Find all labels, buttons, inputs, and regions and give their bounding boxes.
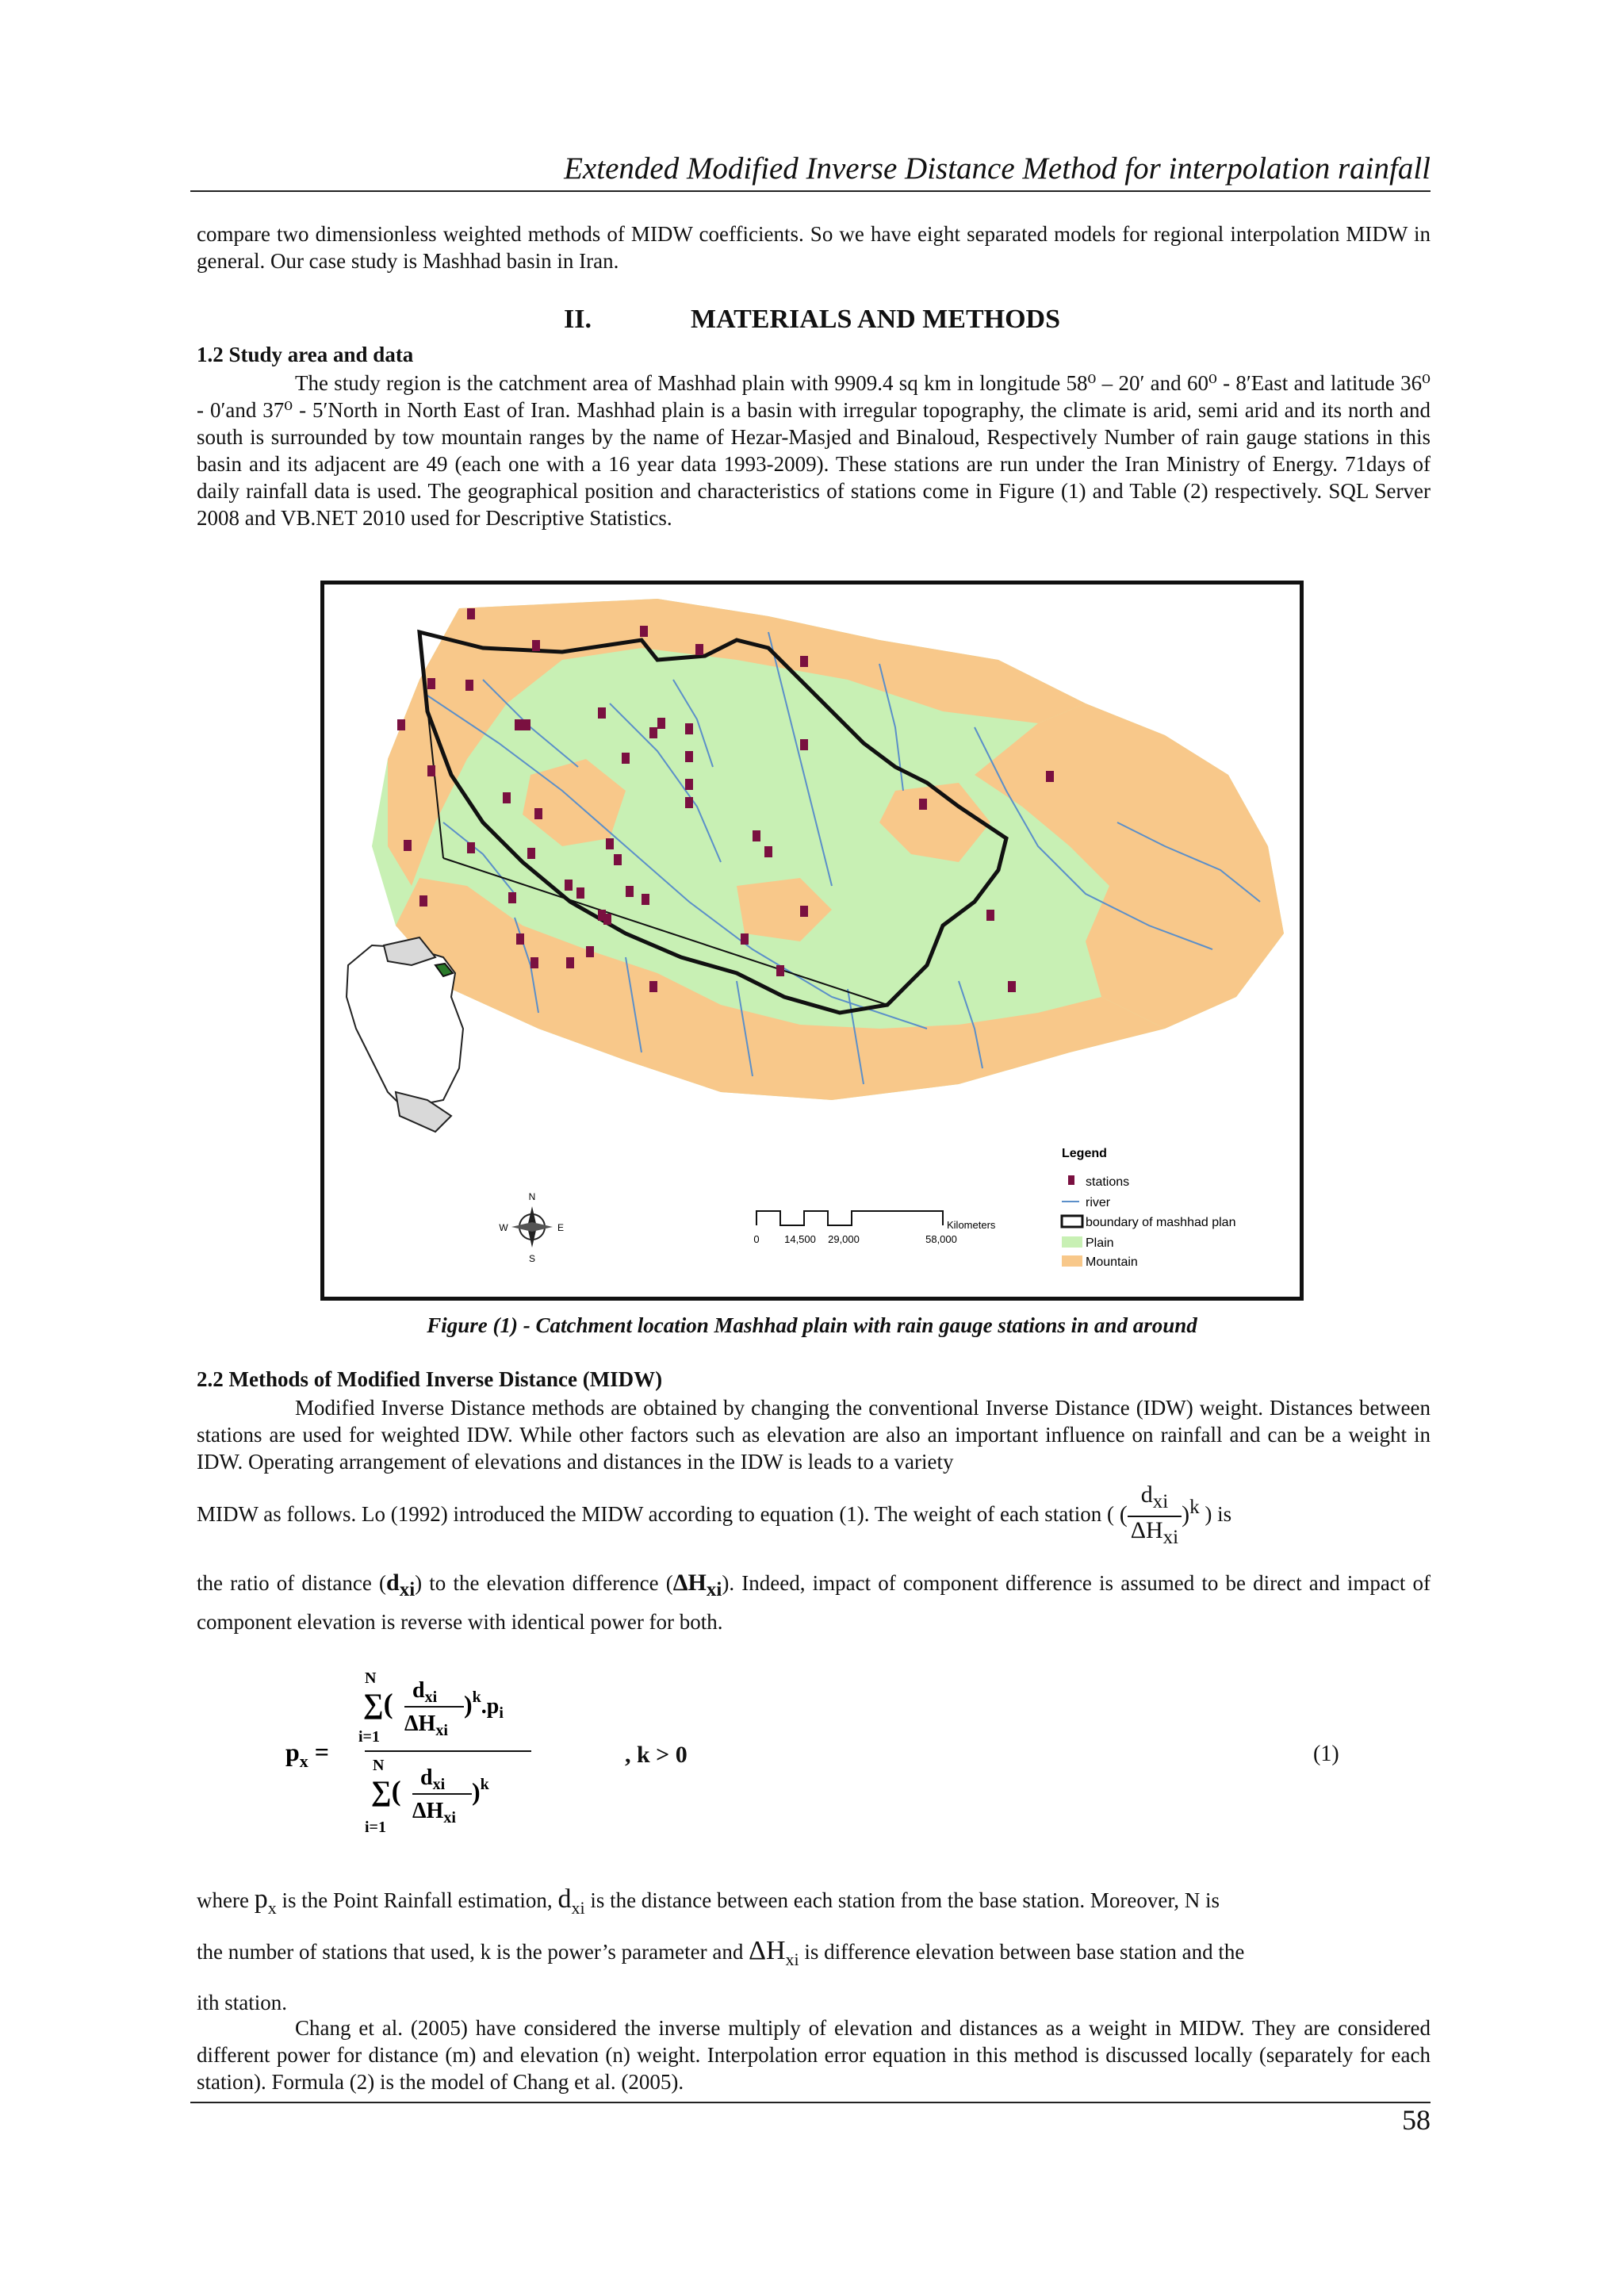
- methods-paragraph-2-text-b: ) is: [1205, 1502, 1232, 1527]
- svg-text:∑(: ∑(: [363, 1688, 393, 1719]
- station-marker: [640, 626, 648, 637]
- station-marker: [467, 842, 475, 853]
- equation-number: (1): [1313, 1742, 1339, 1766]
- footer-rule: [190, 2102, 1431, 2103]
- compass-north: N: [528, 1191, 536, 1202]
- header-rule: [190, 190, 1431, 192]
- station-marker: [622, 753, 630, 764]
- legend-title: Legend: [1062, 1147, 1107, 1160]
- legend-mountain-swatch: [1062, 1255, 1082, 1267]
- station-marker: [527, 848, 535, 859]
- legend-station-swatch: [1068, 1175, 1074, 1185]
- station-marker: [764, 846, 772, 857]
- subsection-heading-study-area: 1.2 Study area and data: [197, 343, 414, 366]
- station-marker: [516, 933, 524, 945]
- svg-text:dxi: $d_{xi}$: [420, 1765, 446, 1793]
- station-marker: [503, 792, 511, 803]
- station-marker: [532, 640, 540, 651]
- station-marker: [598, 707, 606, 719]
- methods-paragraph-3-text-a: the ratio of distance (: [197, 1571, 387, 1595]
- station-marker: [465, 680, 473, 691]
- weight-fraction: ( $\frac{d_{xi}}{\Delta H_{xi}}$ )$^k$: [1119, 1481, 1200, 1548]
- station-marker: [986, 910, 994, 921]
- where-text-1: where: [197, 1888, 249, 1912]
- station-marker: [776, 965, 784, 976]
- chang-paragraph: Chang et al. (2005) have considered the inverse multiply of elevation and distances as a weight in MIDW. They are considered different power for distance (m) and elevation (n) weight. Interpolation error equation in this method is discussed locally (separately for each station). Formula (2) is the model of Chang et al. (2005).: [197, 2016, 1431, 2094]
- scale-label: 14,500: [784, 1233, 816, 1245]
- section-number: II.: [564, 305, 592, 334]
- legend-item-stations: stations: [1086, 1175, 1130, 1189]
- station-marker: [397, 719, 405, 730]
- where-text-6: ith station.: [197, 1990, 287, 2014]
- scale-bar: [753, 1211, 996, 1245]
- station-marker: [565, 880, 573, 891]
- svg-text:N: N: [373, 1757, 385, 1774]
- legend-boundary-swatch: [1062, 1216, 1082, 1227]
- station-marker: [576, 887, 584, 899]
- station-marker: [695, 644, 703, 655]
- scale-label: 0: [753, 1233, 760, 1245]
- svg-text:i=1: i=1: [365, 1819, 386, 1836]
- where-text-3: is the distance between each station from the base station. Moreover, N is: [590, 1888, 1220, 1912]
- where-text-2: is the Point Rainfall estimation,: [282, 1888, 553, 1912]
- station-marker: [427, 678, 435, 689]
- section-name: MATERIALS AND METHODS: [691, 305, 1060, 334]
- station-marker: [523, 719, 530, 730]
- station-marker: [919, 799, 927, 810]
- station-marker: [530, 957, 538, 968]
- station-marker: [1008, 981, 1016, 992]
- station-marker: [741, 933, 749, 945]
- station-marker: [467, 608, 475, 619]
- svg-text:dxi: $d_{xi}$: [412, 1678, 438, 1706]
- svg-text:i=1: i=1: [358, 1728, 380, 1746]
- equation-1-graphic: [285, 1665, 841, 1848]
- svg-text:)k.pi: )$^k$.pi: [464, 1688, 504, 1722]
- figure-map: [320, 581, 1304, 1301]
- methods-paragraph-2: [197, 1481, 1431, 1551]
- compass-west: W: [499, 1222, 508, 1233]
- svg-text:)k: )$^k$: [472, 1776, 489, 1806]
- svg-text:ΔHxi: $\Delta H_{xi}$: [412, 1799, 456, 1826]
- catchment-map: [324, 585, 1300, 1297]
- iran-inset-map: [347, 937, 463, 1132]
- compass-south: S: [528, 1253, 536, 1264]
- methods-paragraph-3-text-c: ). Indeed, impact of component difference is assumed to be direct and impact of component elevation is reverse with identical power for both.: [197, 1571, 1431, 1634]
- station-marker: [685, 751, 693, 762]
- scale-label: 29,000: [828, 1233, 860, 1245]
- svg-text:∑(: ∑(: [371, 1775, 401, 1807]
- station-marker: [1046, 771, 1054, 782]
- study-area-paragraph: The study region is the catchment area of Mashhad plain with 9909.4 sq km in longitude 58⁰ – 20′ and 60⁰ - 8′East and latitude 36⁰ - 0′and 37⁰ - 5′North in North East of Iran. Mashhad plain is a basin with irregular topography, the climate is arid, semi arid and its north and south is surrounded by tow mountain ranges by the name of Hezar-Masjed and Binaloud, Respectively Number of rain gauge stations in this basin and its adjacent are 49 (each one with a 16 year data 1993-2009). These stations are run under the Iran Ministry of Energy. 71days of daily rainfall data is used. The geographical position and characteristics of stations come in Figure (1) and Table (2) respectively. SQL Server 2008 and VB.NET 2010 used for Descriptive Statistics.: [197, 371, 1431, 530]
- station-marker: [614, 854, 622, 865]
- running-header: Extended Modified Inverse Distance Method for interpolation rainfall: [564, 151, 1431, 186]
- station-marker: [566, 957, 574, 968]
- map-legend: [1062, 1147, 1235, 1269]
- station-marker: [626, 886, 634, 897]
- station-marker: [419, 895, 427, 907]
- station-marker: [649, 981, 657, 992]
- legend-item-mountain: Mountain: [1086, 1255, 1138, 1269]
- page-number: 58: [1402, 2104, 1431, 2136]
- subsection-heading-methods: 2.2 Methods of Modified Inverse Distance (MIDW): [197, 1367, 663, 1391]
- station-marker: [606, 838, 614, 849]
- compass-east: E: [557, 1222, 565, 1233]
- station-marker: [800, 739, 808, 750]
- scale-label: 58,000: [925, 1233, 957, 1245]
- where-text-4: the number of stations that used, k is the power’s parameter and: [197, 1939, 744, 1964]
- station-marker: [427, 765, 435, 776]
- methods-paragraph-1: Modified Inverse Distance methods are obtained by changing the conventional Inverse Distance (IDW) weight. Distances between stations are used for weighted IDW. While other factors such as elevation are also an important influence on rainfall and can be a weight in IDW. Operating arrangement of elevations and distances in the IDW is leads to a variety: [197, 1396, 1431, 1474]
- methods-paragraph-2-text-a: MIDW as follows. Lo (1992) introduced the MIDW according to equation (1). The weight of each station (: [197, 1502, 1114, 1527]
- station-marker: [657, 718, 665, 729]
- station-marker: [642, 894, 649, 905]
- scale-unit: Kilometers: [947, 1219, 996, 1231]
- station-marker: [603, 914, 611, 925]
- equation-condition: , k > 0: [625, 1742, 688, 1768]
- equation-1: [285, 1665, 1431, 1848]
- station-marker: [800, 656, 808, 667]
- intro-paragraph: compare two dimensionless weighted methods of MIDW coefficients. So we have eight separated models for regional interpolation MIDW in general. Our case study is Mashhad basin in Iran.: [197, 222, 1431, 273]
- station-marker: [508, 892, 516, 903]
- station-marker: [753, 830, 760, 841]
- legend-item-boundary: boundary of mashhad plan: [1086, 1216, 1236, 1229]
- where-text-5: is difference elevation between base station and the: [804, 1939, 1245, 1964]
- station-marker: [685, 723, 693, 734]
- station-marker: [586, 946, 594, 957]
- figure-caption: Figure (1) - Catchment location Mashhad plain with rain gauge stations in and around: [427, 1313, 1197, 1337]
- methods-paragraph-3: the ratio of distance $(d_{xi})$ to the elevation difference $(\Delta H_{xi})$. Indeed, impact of component difference is assumed to be direct and impact of component elevation is reverse with identical power for both.: [197, 1570, 1431, 1634]
- station-marker: [800, 906, 808, 917]
- station-marker: [404, 840, 412, 851]
- methods-paragraph-3-text-b: ) to the elevation difference (: [415, 1571, 673, 1595]
- station-marker: [649, 727, 657, 738]
- legend-item-plain: Plain: [1086, 1236, 1114, 1250]
- station-marker: [685, 797, 693, 808]
- station-marker: [685, 779, 693, 790]
- legend-item-river: river: [1086, 1196, 1111, 1209]
- station-marker: [515, 719, 523, 730]
- section-title: [0, 305, 1624, 335]
- station-marker: [534, 808, 542, 819]
- where-paragraph: where $p_x$ is the Point Rainfall estimation, $d_{xi}$ is the distance between each station from the base station. Moreover, N is the number of stations that used, k is the power’s parameter and $\Delta H_{xi}$ is difference elevation between base station and the ith station.: [197, 1884, 1245, 2014]
- svg-text:ΔHxi: $\Delta H_{xi}$: [404, 1711, 448, 1739]
- legend-plain-swatch: [1062, 1236, 1082, 1248]
- svg-text:N: N: [365, 1669, 377, 1687]
- eq-lhs: $p_x$ =: [285, 1738, 330, 1771]
- compass-rose-icon: [499, 1191, 564, 1264]
